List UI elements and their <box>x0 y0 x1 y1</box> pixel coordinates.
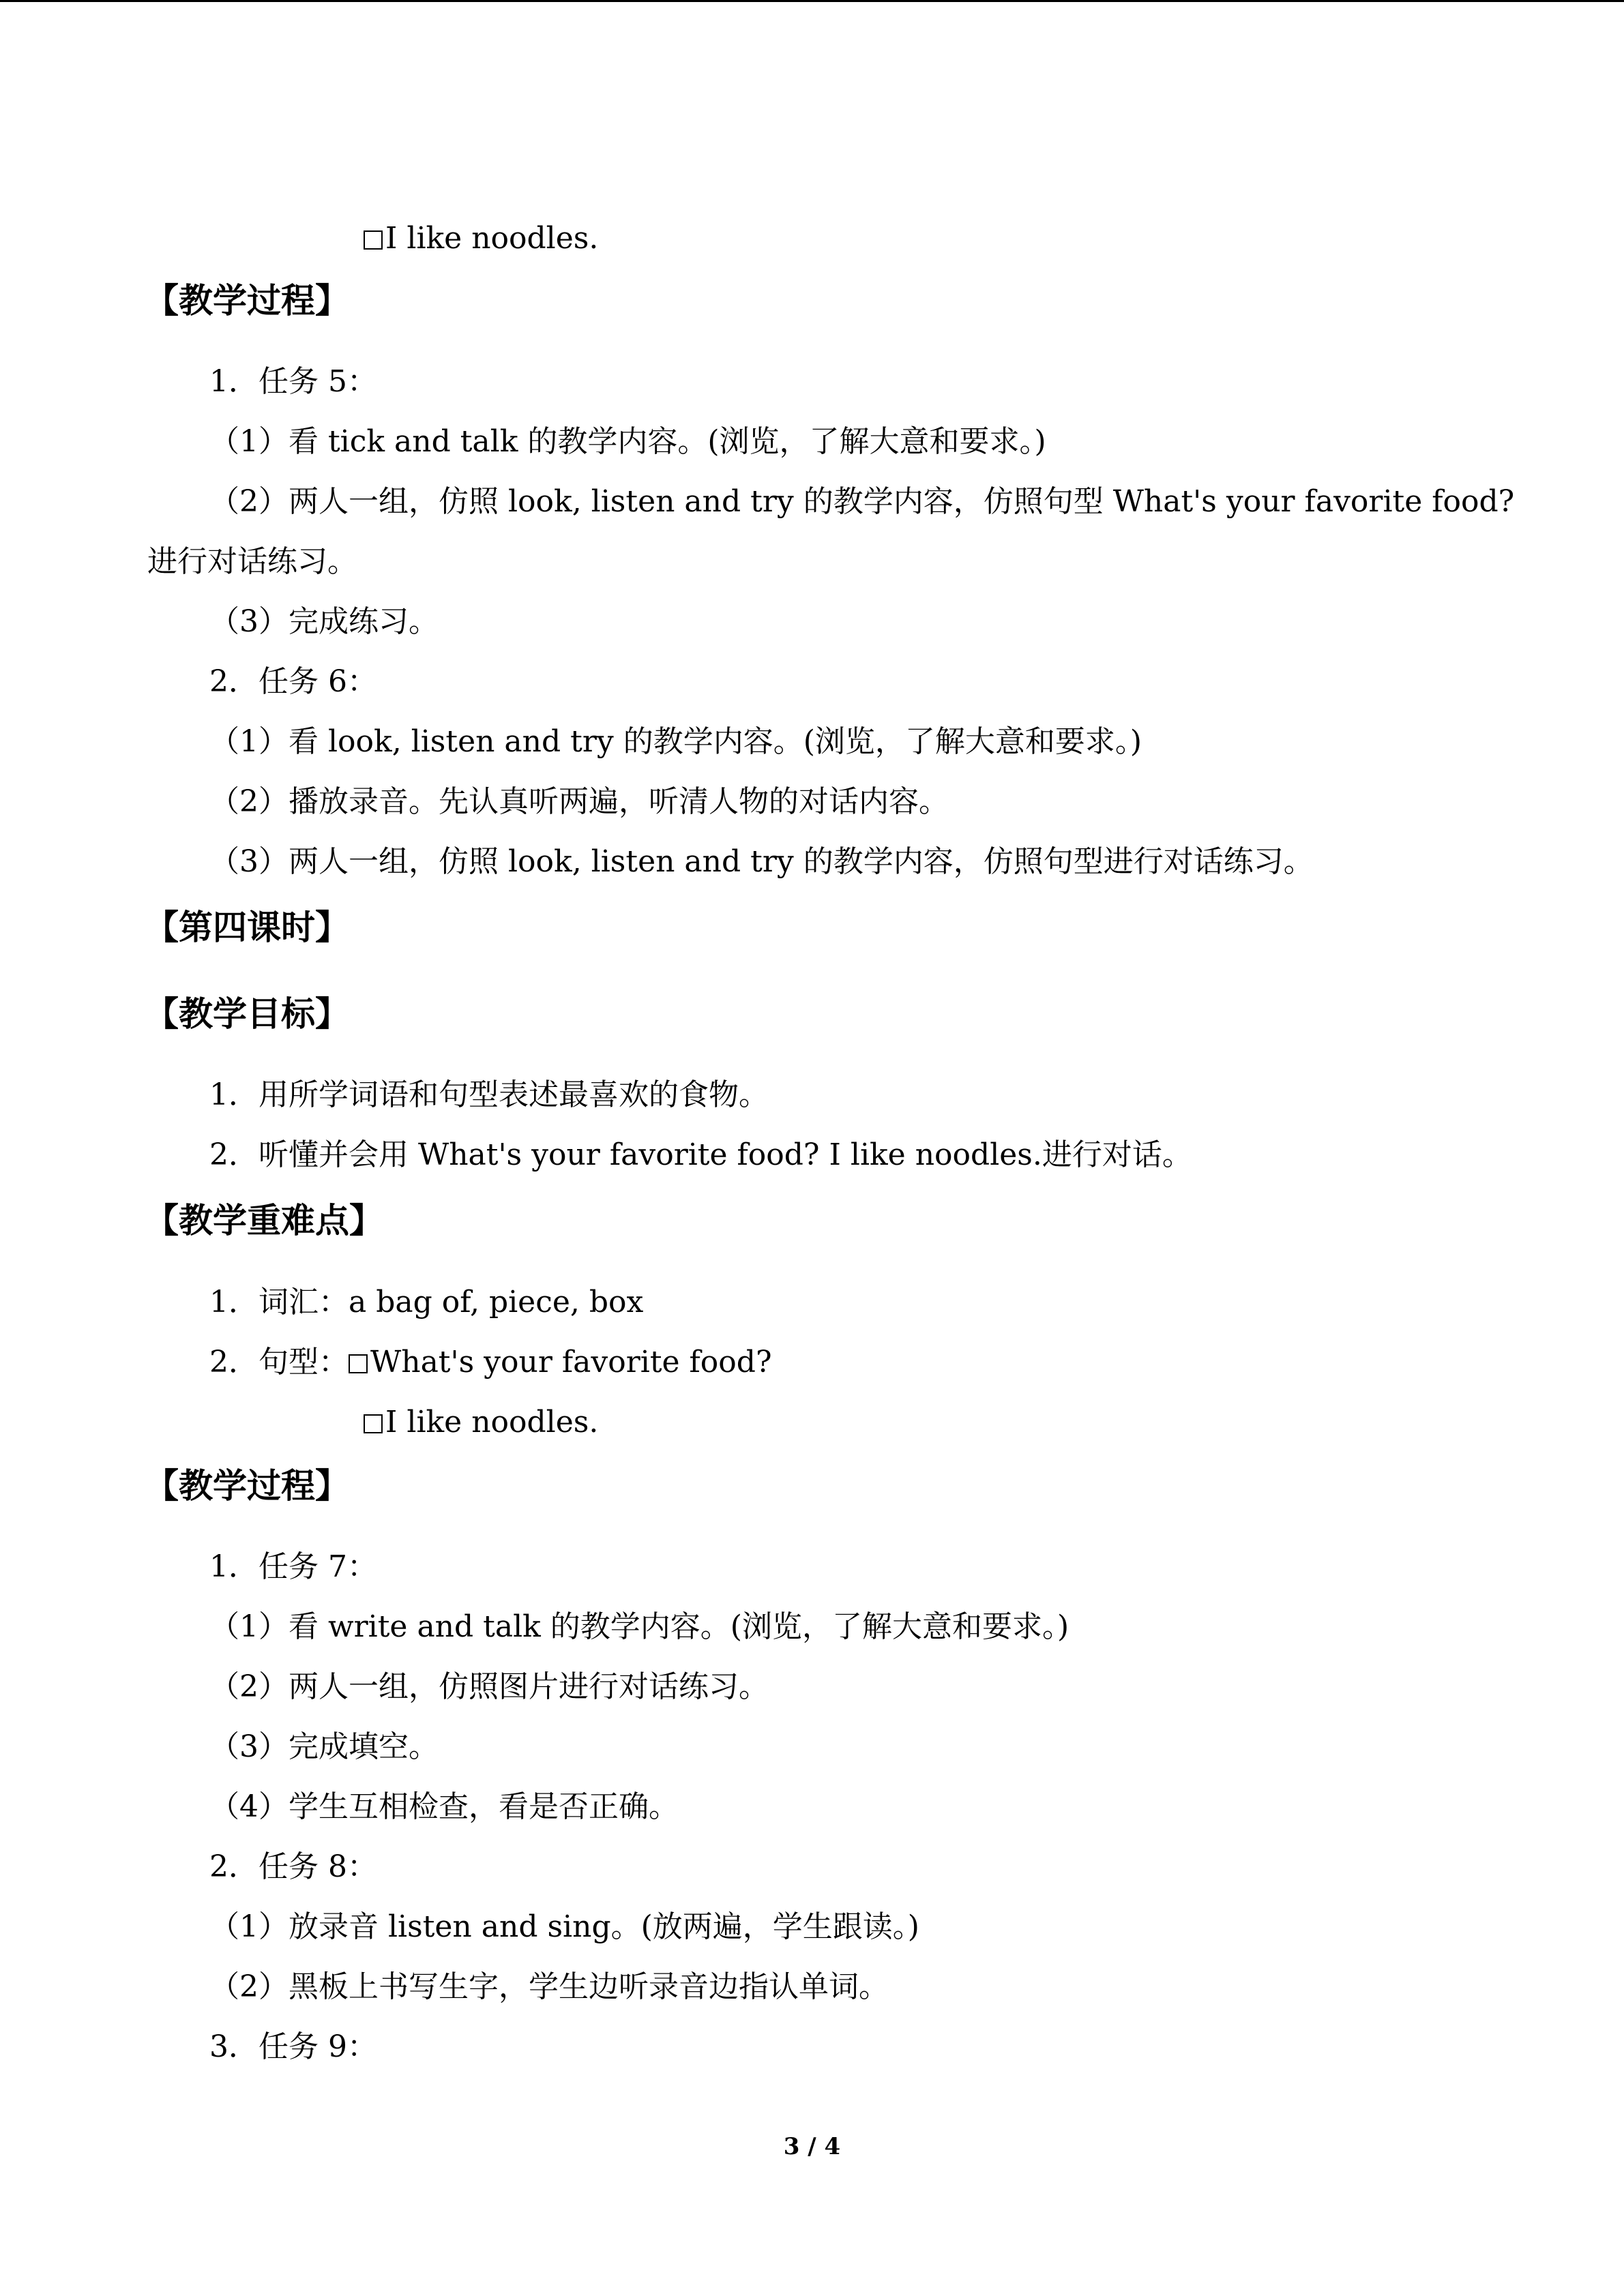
line-task-9: 3．任务 9： <box>209 2029 377 2064</box>
checkbox-icon <box>364 230 383 250</box>
heading-key-points: 【教学重难点】 <box>145 1201 383 1240</box>
line-goal-1: 1．用所学词语和句型表述最喜欢的食物。 <box>209 1077 769 1112</box>
line-task-6-step-3: （3）两人一组，仿照 look, listen and try 的教学内容，仿照句型进行对话练习。 <box>209 844 1314 879</box>
line-task-5-step-2: （2）两人一组，仿照 look, listen and try 的教学内容，仿照句型 What's your favorite food? <box>209 484 1515 519</box>
line-task-7: 1．任务 7： <box>209 1549 377 1584</box>
line-task-7-step-2: （2）两人一组，仿照图片进行对话练习。 <box>209 1669 769 1704</box>
page-number: 3 / 4 <box>783 2133 841 2160</box>
line-i-like-noodles-2: I like noodles. <box>364 1402 598 1443</box>
heading-teaching-goals: 【教学目标】 <box>145 994 349 1034</box>
line-task-8: 2．任务 8： <box>209 1849 377 1884</box>
line-i-like-noodles-1: I like noodles. <box>364 218 598 259</box>
heading-teaching-process-1: 【教学过程】 <box>145 281 349 320</box>
checkbox-icon <box>349 1354 368 1373</box>
heading-fourth-lesson: 【第四课时】 <box>145 908 349 947</box>
line-task-8-step-2: （2）黑板上书写生字，学生边听录音边指认单词。 <box>209 1969 889 2004</box>
line-task-5: 1．任务 5： <box>209 364 377 399</box>
top-border-line <box>0 0 1624 2</box>
heading-teaching-process-2: 【教学过程】 <box>145 1466 349 1506</box>
line-task-5-step-3: （3）完成练习。 <box>209 604 439 639</box>
line-task-7-step-3: （3）完成填空。 <box>209 1729 439 1764</box>
line-task-7-step-4: （4）学生互相检查，看是否正确。 <box>209 1789 679 1824</box>
line-vocabulary: 1．词汇：a bag of, piece, box <box>209 1285 644 1320</box>
line-sentence-pattern: 2．句型： What's your favorite food? <box>209 1345 772 1380</box>
line-task-5-step-1: （1）看 tick and talk 的教学内容。(浏览，了解大意和要求。) <box>209 424 1046 459</box>
line-goal-2: 2．听懂并会用 What's your favorite food? I like noodles.进行对话。 <box>209 1137 1192 1172</box>
line-task-6-step-1: （1）看 look, listen and try 的教学内容。(浏览，了解大意和要求。) <box>209 724 1142 759</box>
line-task-5-step-2-cont: 进行对话练习。 <box>147 544 357 579</box>
line-task-6: 2．任务 6： <box>209 664 377 699</box>
checkbox-icon <box>364 1414 383 1433</box>
line-task-7-step-1: （1）看 write and talk 的教学内容。(浏览，了解大意和要求。) <box>209 1609 1069 1644</box>
line-task-6-step-2: （2）播放录音。先认真听两遍，听清人物的对话内容。 <box>209 784 949 819</box>
line-task-8-step-1: （1）放录音 listen and sing。(放两遍，学生跟读。) <box>209 1909 919 1944</box>
